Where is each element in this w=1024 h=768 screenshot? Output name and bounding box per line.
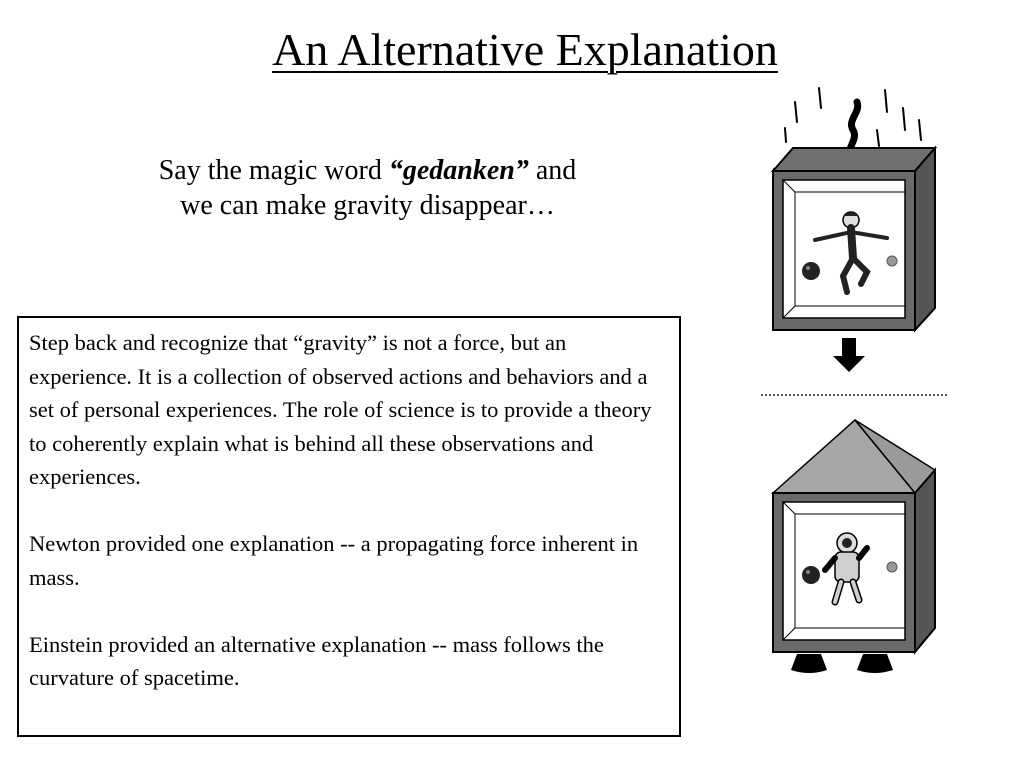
small-ball-icon-2 <box>887 562 897 572</box>
paragraph-gravity-experience: Step back and recognize that “gravity” is not a force, but an experience. It is a collection of observed actions and behaviors and a set of personal experiences. The role of science is to provide a theory to coherently explain what is behind all these observations and experiences. <box>29 330 652 489</box>
subtitle-line-2: we can make gravity disappear… <box>180 190 555 221</box>
magic-word: “gedanken” <box>388 155 529 186</box>
rocket-elevator <box>773 420 935 673</box>
bowling-ball-icon-2 <box>802 566 820 584</box>
slide-title: An Alternative Explanation <box>272 24 778 75</box>
subtitle <box>95 153 640 223</box>
thruster-left-icon <box>791 654 827 673</box>
subtitle-text-before: Say the magic word <box>158 155 389 186</box>
subtitle-text-after: and <box>528 155 577 186</box>
paragraph-newton: Newton provided one explanation -- a propagating force inherent in mass. <box>29 531 639 590</box>
paragraph-einstein: Einstein provided an alternative explanation -- mass follows the curvature of spacetime. <box>29 631 604 690</box>
bowling-ball-icon <box>802 262 820 280</box>
elevator-illustration <box>755 80 955 680</box>
falling-elevator <box>773 88 935 330</box>
thruster-right-icon <box>857 654 893 673</box>
explanation-text-box <box>17 316 681 737</box>
down-arrow-icon <box>833 338 865 372</box>
small-ball-icon <box>887 256 897 266</box>
